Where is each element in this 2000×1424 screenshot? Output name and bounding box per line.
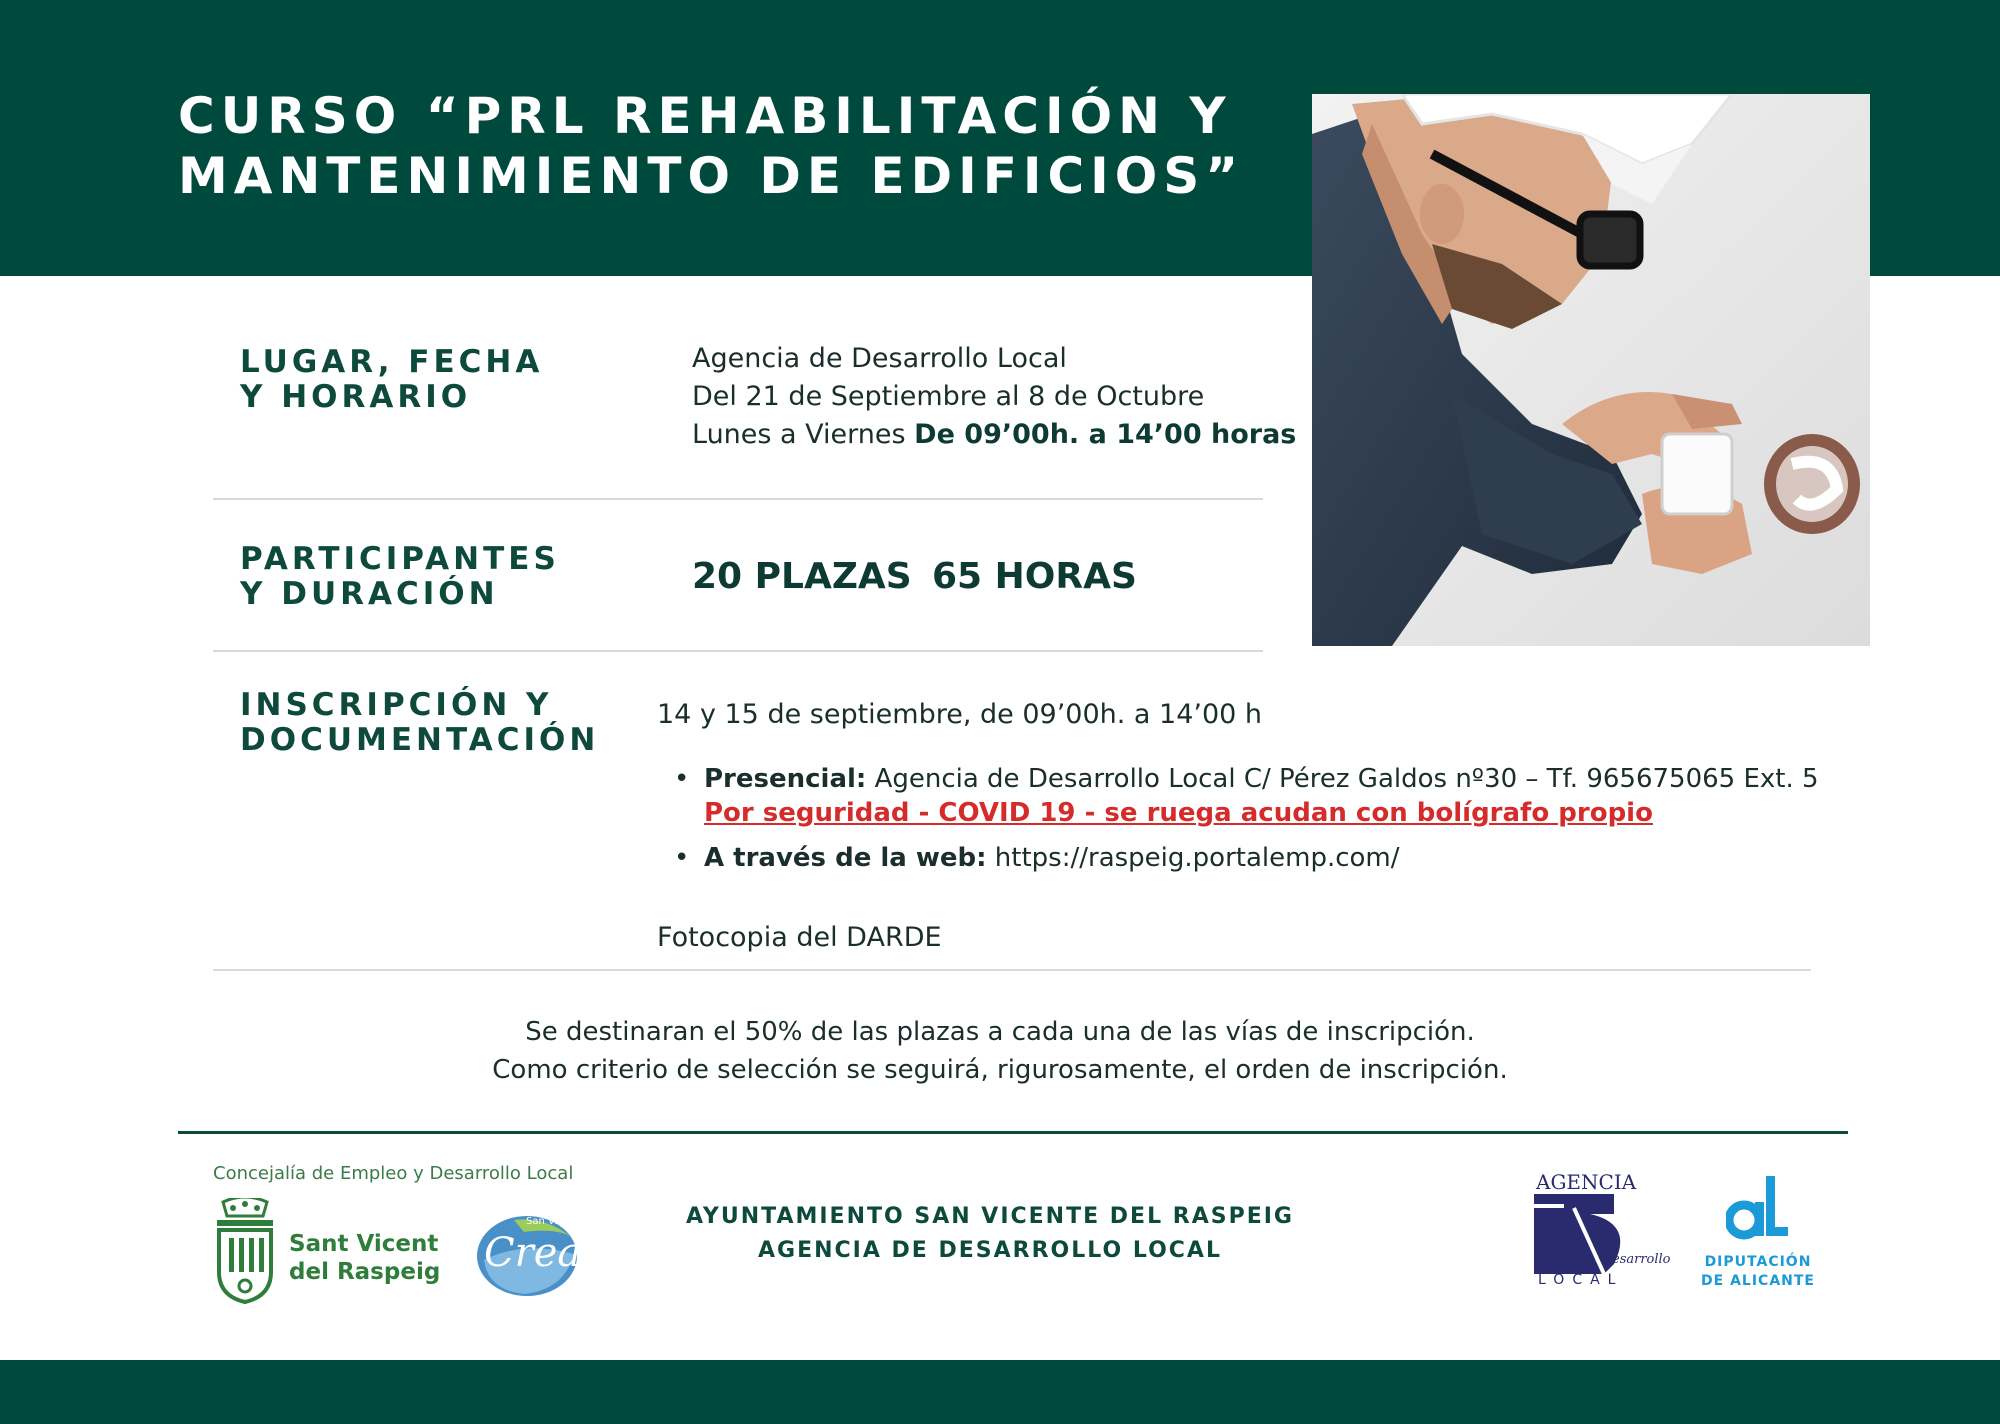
lugar-agency: Agencia de Desarrollo Local xyxy=(692,343,1067,374)
section-label-inscripcion-line-2: DOCUMENTACIÓN xyxy=(240,722,600,758)
organizer-block xyxy=(640,1200,1340,1268)
covid-warning: Por seguridad - COVID 19 - se ruega acudan con bolígrafo propio xyxy=(704,798,1653,828)
diputacion-text xyxy=(1700,1253,1816,1291)
lugar-schedule xyxy=(692,419,1296,450)
schedule-days: Lunes a Viernes xyxy=(692,419,915,450)
crea-main-text: Crea xyxy=(484,1230,582,1276)
divider xyxy=(213,969,1811,971)
presencial-label: Presencial: xyxy=(704,764,867,794)
section-label-lugar xyxy=(240,345,543,415)
crea-logo xyxy=(474,1210,586,1298)
selection-note xyxy=(0,1013,2000,1089)
organizer-line-2: AGENCIA DE DESARROLLO LOCAL xyxy=(758,1238,1222,1263)
section-label-lugar-line-1: LUGAR, FECHA xyxy=(240,344,544,380)
course-title-line-1: CURSO “PRL REHABILITACIÓN Y xyxy=(178,87,1232,145)
course-title xyxy=(178,86,1278,206)
plazas-count: 20 PLAZAS xyxy=(692,556,912,597)
lugar-dates: Del 21 de Septiembre al 8 de Octubre xyxy=(692,381,1205,412)
diputacion-logo-icon xyxy=(1726,1172,1788,1244)
diputacion-line-1: DIPUTACIÓN xyxy=(1704,1254,1812,1270)
presencial-address: Agencia de Desarrollo Local C/ Pérez Galdos nº30 – Tf. 965675065 Ext. 5 xyxy=(866,764,1819,794)
agencia-desarrollo-logo xyxy=(1534,1170,1671,1290)
section-label-inscripcion xyxy=(240,688,599,758)
inscripcion-dates: 14 y 15 de septiembre, de 09’00h. a 14’00 h xyxy=(657,699,1263,730)
section-label-participantes-line-2: Y DURACIÓN xyxy=(240,576,499,612)
agencia-bottom-text: LOCAL xyxy=(1538,1272,1624,1288)
sant-vicent-logo-text xyxy=(289,1230,440,1286)
bullet-dot: • xyxy=(674,764,690,794)
section-label-inscripcion-line-1: INSCRIPCIÓN Y xyxy=(240,687,553,723)
concejalia-label: Concejalía de Empleo y Desarrollo Local xyxy=(213,1163,574,1184)
selection-note-line-2: Como criterio de selección se seguirá, rigurosamente, el orden de inscripción. xyxy=(492,1055,1508,1085)
web-label: A través de la web: xyxy=(704,843,987,873)
crea-small-text: San Vicente xyxy=(526,1216,586,1227)
footer-band xyxy=(0,1360,2000,1424)
sant-vicent-line-1: Sant Vicent xyxy=(289,1231,439,1257)
section-label-participantes-line-1: PARTICIPANTES xyxy=(240,541,560,577)
agencia-script-text: esarrollo xyxy=(1612,1252,1671,1267)
horas-count: 65 HORAS xyxy=(932,556,1137,597)
documentation-required: Fotocopia del DARDE xyxy=(657,922,942,953)
bullet-web xyxy=(674,843,1400,873)
worker-photo xyxy=(1312,94,1870,646)
section-label-lugar-line-2: Y HORARIO xyxy=(240,379,472,415)
divider xyxy=(213,498,1263,500)
diputacion-line-2: DE ALICANTE xyxy=(1701,1273,1815,1289)
bullet-presencial xyxy=(674,764,1819,794)
sant-vicent-crest-icon xyxy=(213,1198,277,1306)
organizer-line-1: AYUNTAMIENTO SAN VICENTE DEL RASPEIG xyxy=(686,1204,1294,1229)
sant-vicent-line-2: del Raspeig xyxy=(289,1259,441,1285)
course-title-line-2: MANTENIMIENTO DE EDIFICIOS” xyxy=(178,147,1245,205)
schedule-hours: De 09’00h. a 14’00 horas xyxy=(914,419,1297,450)
footer-divider xyxy=(178,1131,1848,1134)
divider xyxy=(213,650,1263,652)
bullet-dot: • xyxy=(674,843,690,873)
section-label-participantes xyxy=(240,542,560,612)
agencia-top-text: AGENCIA xyxy=(1536,1170,1637,1194)
web-url[interactable]: https://raspeig.portalemp.com/ xyxy=(986,843,1400,873)
selection-note-line-1: Se destinaran el 50% de las plazas a cada una de las vías de inscripción. xyxy=(525,1017,1475,1047)
